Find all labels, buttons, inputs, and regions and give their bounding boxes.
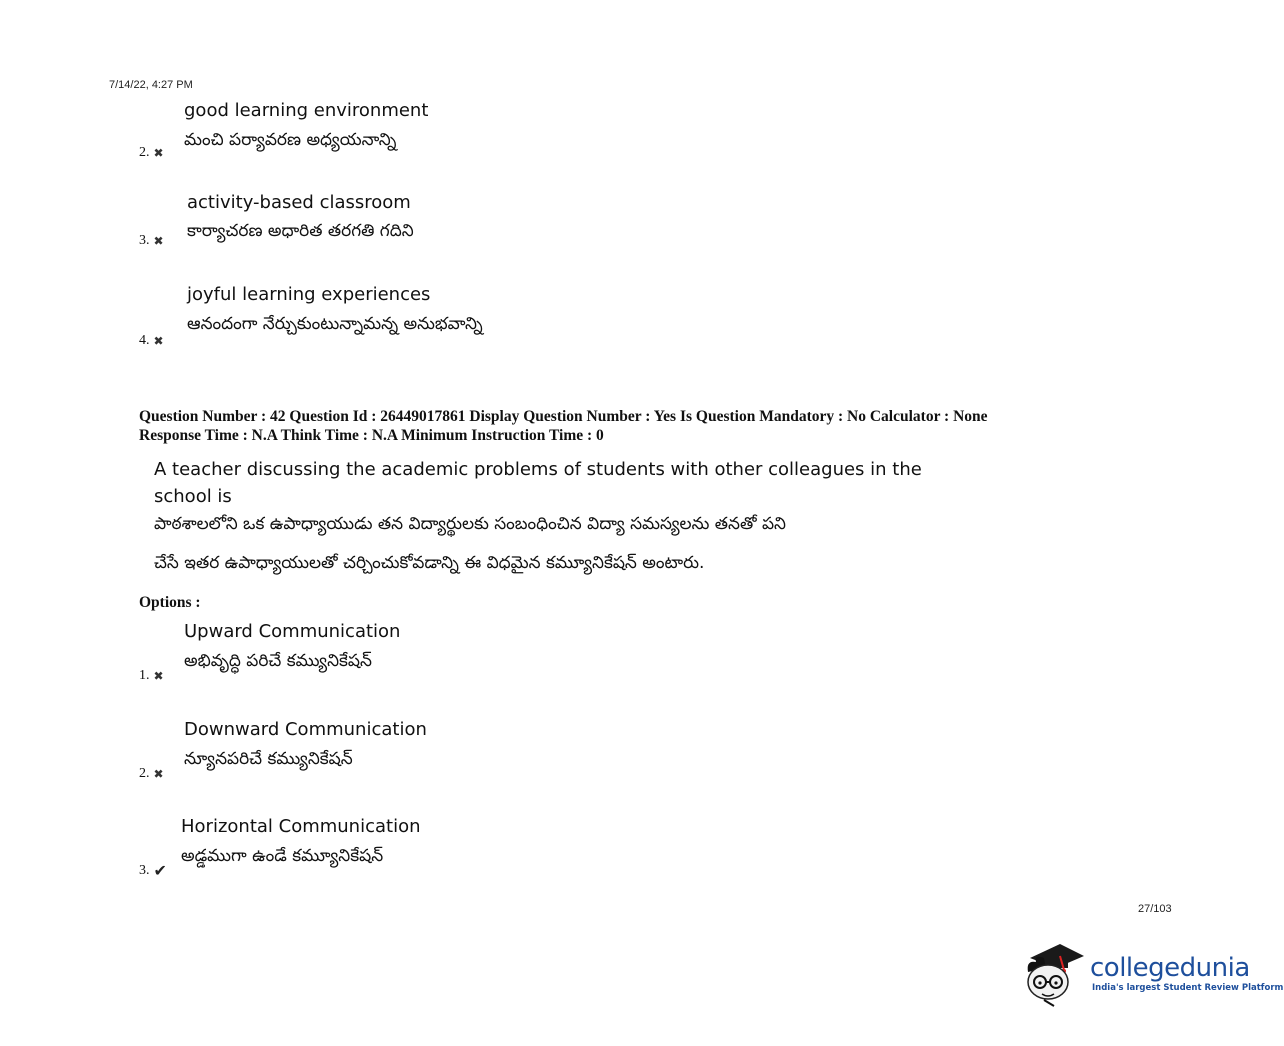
question-text-te-line2: చేసే ఇతర ఉపాధ్యాయులతో చర్చించుకోవడాన్ని ఈ విధమైన కమ్యూనికేషన్ అంటారు. <box>154 553 705 573</box>
option-text-en: Horizontal Communication <box>181 816 421 837</box>
option-number <box>139 766 164 782</box>
option-text-en: activity-based classroom <box>187 192 411 213</box>
option-number-label: 3. <box>139 863 150 878</box>
cross-icon: ✖ <box>153 145 164 160</box>
option-text-te: ఆనందంగా నేర్చుకుంటున్నామన్న అనుభవాన్ని <box>187 314 483 334</box>
options-label: Options : <box>139 594 201 611</box>
timestamp: 7/14/22, 4:27 PM <box>109 79 193 91</box>
option-number <box>139 233 164 249</box>
option-number <box>139 668 164 684</box>
option-number-label: 3. <box>139 233 150 248</box>
question-text-en-line1: A teacher discussing the academic problems of students with other colleagues in the <box>154 459 922 480</box>
cross-icon: ✖ <box>153 333 164 348</box>
mascot-icon <box>1024 938 1084 1008</box>
option-number <box>139 861 167 881</box>
option-number-label: 1. <box>139 668 150 683</box>
option-text-te: అభివృద్ధి పరిచే కమ్యునికేషన్ <box>184 651 372 671</box>
logo-tagline: India's largest Student Review Platform <box>1092 983 1284 993</box>
collegedunia-logo <box>1024 938 1283 1008</box>
question-meta-line1: Question Number : 42 Question Id : 26449017861 Display Question Number : Yes Is Question Mandatory : No Calculator : None <box>139 408 988 425</box>
option-number <box>139 145 164 161</box>
question-text-te-line1: పాఠశాలలోని ఒక ఉపాధ్యాయుడు తన విద్యార్థులకు సంబంధించిన విద్యా సమస్యలను తనతో పని <box>154 514 786 534</box>
question-meta-line2: Response Time : N.A Think Time : N.A Minimum Instruction Time : 0 <box>139 427 604 444</box>
check-icon: ✔ <box>153 863 167 880</box>
page-number: 27/103 <box>1138 903 1172 915</box>
option-text-te: కార్యాచరణ అధారిత తరగతి గదిని <box>187 221 414 241</box>
option-text-te: అడ్డముగా ఉండే కమ్యూనికేషన్ <box>181 846 384 866</box>
logo-name: collegedunia <box>1090 953 1250 983</box>
option-text-en: Downward Communication <box>184 719 427 740</box>
question-text-en-line2: school is <box>154 486 232 507</box>
option-text-te: న్యూనపరిచే కమ్యునికేషన్ <box>184 749 353 769</box>
cross-icon: ✖ <box>153 668 164 683</box>
option-number-label: 2. <box>139 145 150 160</box>
option-number <box>139 333 164 349</box>
option-number-label: 4. <box>139 333 150 348</box>
option-text-en: good learning environment <box>184 100 429 121</box>
cross-icon: ✖ <box>153 233 164 248</box>
option-text-te: మంచి పర్యావరణ అధ్యయనాన్ని <box>184 130 397 150</box>
option-text-en: Upward Communication <box>184 621 401 642</box>
cross-icon: ✖ <box>153 766 164 781</box>
option-number-label: 2. <box>139 766 150 781</box>
option-text-en: joyful learning experiences <box>187 284 431 305</box>
